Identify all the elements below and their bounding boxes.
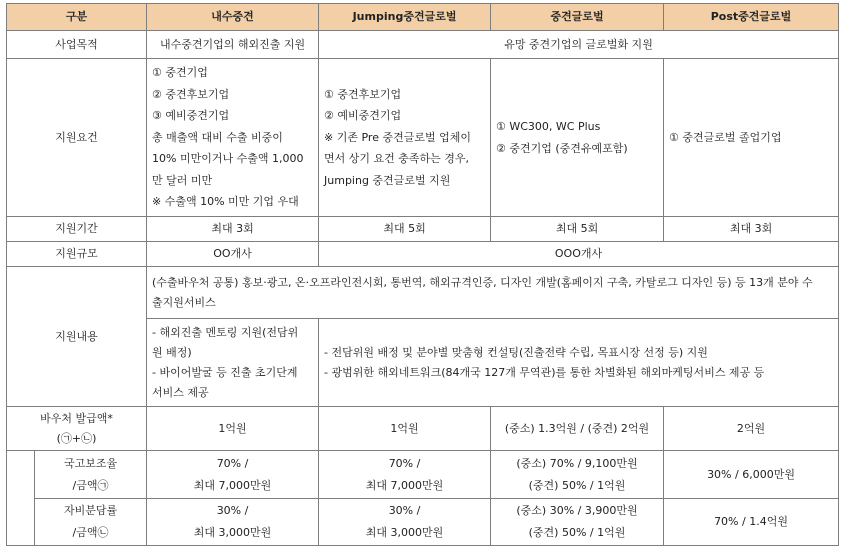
voucher-domestic: 1억원 [147, 407, 319, 451]
voucher-label-line: (㉠+㉡) [56, 431, 97, 445]
req-line: Jumping 중견글로벌 지원 [324, 173, 451, 187]
selfpay-label-line: 자비분담률 [63, 504, 118, 517]
row-label-period: 지원기간 [7, 217, 147, 242]
indent-spacer [7, 451, 35, 499]
subsidy-label-line: 국고보조율 [63, 456, 118, 470]
content-common [147, 267, 839, 319]
content-line: 원 배정) [152, 345, 192, 359]
subsidy-line: 최대 7,000만원 [193, 478, 272, 492]
req-line: ③ 예비중견기업 [152, 109, 230, 123]
indent-spacer [7, 499, 35, 546]
requirements-post [664, 59, 839, 217]
table-row [7, 451, 839, 499]
req-line: ② 예비중견기업 [324, 109, 402, 123]
table-row [7, 31, 839, 59]
header-category: 구분 [7, 4, 147, 31]
scale-others: OOO개사 [319, 242, 839, 267]
req-line: ① 중견기업 [152, 66, 208, 80]
selfpay-line: (중견) 50% / 1억원 [528, 526, 626, 539]
content-others [319, 319, 839, 407]
req-line: 10% 미만이거나 수출액 1,000 [152, 152, 304, 166]
selfpay-jumping [319, 499, 491, 546]
req-line: ② 중견기업 (중견유예포함) [496, 141, 628, 155]
header-post: Post중견글로벌 [664, 4, 839, 31]
subsidy-line: 70% / [388, 456, 421, 470]
table-row [7, 407, 839, 451]
req-line: 만 달러 미만 [152, 173, 213, 187]
selfpay-line: 30% / [216, 504, 249, 517]
req-line: ※ 기존 Pre 중견글로벌 업체이 [324, 130, 471, 144]
req-line: ① 중견글로벌 졸업기업 [669, 130, 782, 144]
purpose-domestic: 내수중견기업의 해외진출 지원 [147, 31, 319, 59]
voucher-label-line: 바우처 발급액* [40, 411, 113, 425]
table-row [7, 242, 839, 267]
table-row [7, 499, 839, 546]
requirements-domestic [147, 59, 319, 217]
subsidy-line: (중견) 50% / 1억원 [528, 478, 626, 492]
period-domestic: 최대 3회 [147, 217, 319, 242]
selfpay-global [491, 499, 664, 546]
selfpay-line: (중소) 30% / 3,900만원 [516, 504, 638, 517]
subsidy-label-line: /금액㉠ [72, 478, 109, 492]
subsidy-line: (중소) 70% / 9,100만원 [516, 456, 638, 470]
subsidy-post: 30% / 6,000만원 [664, 451, 839, 499]
content-line: - 전담위원 배정 및 분야별 맞춤형 컨설팅(진출전략 수립, 목표시장 선정 등) 지원 [324, 345, 708, 359]
subsidy-global [491, 451, 664, 499]
content-line: 서비스 제공 [152, 385, 209, 399]
selfpay-domestic [147, 499, 319, 546]
table-row [7, 59, 839, 217]
header-global: 중견글로벌 [491, 4, 664, 31]
row-label-voucher [7, 407, 147, 451]
header-jumping: Jumping중견글로벌 [319, 4, 491, 31]
content-line: - 해외진출 멘토링 지원(전담위 [152, 325, 299, 339]
period-global: 최대 5회 [491, 217, 664, 242]
row-label-purpose: 사업목적 [7, 31, 147, 59]
requirements-jumping [319, 59, 491, 217]
req-line: ① 중견후보기업 [324, 87, 402, 101]
req-line: 총 매출액 대비 수출 비중이 [152, 130, 283, 144]
period-jumping: 최대 5회 [319, 217, 491, 242]
subsidy-line: 최대 7,000만원 [365, 478, 444, 492]
voucher-global: (중소) 1.3억원 / (중견) 2억원 [491, 407, 664, 451]
voucher-jumping: 1억원 [319, 407, 491, 451]
row-label-scale: 지원규모 [7, 242, 147, 267]
req-line: ① WC300, WC Plus [496, 120, 601, 133]
req-line: ② 중견후보기업 [152, 87, 230, 101]
selfpay-line: 최대 3,000만원 [365, 526, 444, 539]
purpose-others: 유망 중견기업의 글로벌화 지원 [319, 31, 839, 59]
period-post: 최대 3회 [664, 217, 839, 242]
row-label-selfpay [35, 499, 147, 546]
content-domestic [147, 319, 319, 407]
selfpay-line: 30% / [388, 504, 421, 517]
row-label-requirements: 지원요건 [7, 59, 147, 217]
content-line: - 광범위한 해외네트워크(84개국 127개 무역관)를 통한 차별화된 해외마케팅서비스 제공 등 [324, 365, 765, 379]
selfpay-line: 최대 3,000만원 [193, 526, 272, 539]
voucher-post: 2억원 [664, 407, 839, 451]
table-row [7, 217, 839, 242]
table-header-row [7, 4, 839, 31]
content-line: (수출바우처 공통) 홍보·광고, 온·오프라인전시회, 통번역, 해외규격인증, 디자인 개발(홈페이지 구축, 카탈로그 디자인 등) 등 13개 분야 수 [152, 275, 813, 289]
support-program-table [6, 3, 839, 546]
scale-domestic: OO개사 [147, 242, 319, 267]
subsidy-jumping [319, 451, 491, 499]
row-label-subsidy [35, 451, 147, 499]
subsidy-line: 70% / [216, 456, 249, 470]
content-line: - 바이어발굴 등 진출 초기단계 [152, 365, 298, 379]
req-line: ※ 수출액 10% 미만 기업 우대 [152, 195, 299, 209]
header-domestic: 내수중견 [147, 4, 319, 31]
selfpay-label-line: /금액㉡ [72, 526, 109, 539]
requirements-global [491, 59, 664, 217]
row-label-content: 지원내용 [7, 267, 147, 407]
subsidy-domestic [147, 451, 319, 499]
table-row [7, 267, 839, 319]
req-line: 면서 상기 요건 충족하는 경우, [324, 152, 470, 166]
selfpay-post: 70% / 1.4억원 [664, 499, 839, 546]
content-line: 출지원서비스 [152, 295, 216, 309]
